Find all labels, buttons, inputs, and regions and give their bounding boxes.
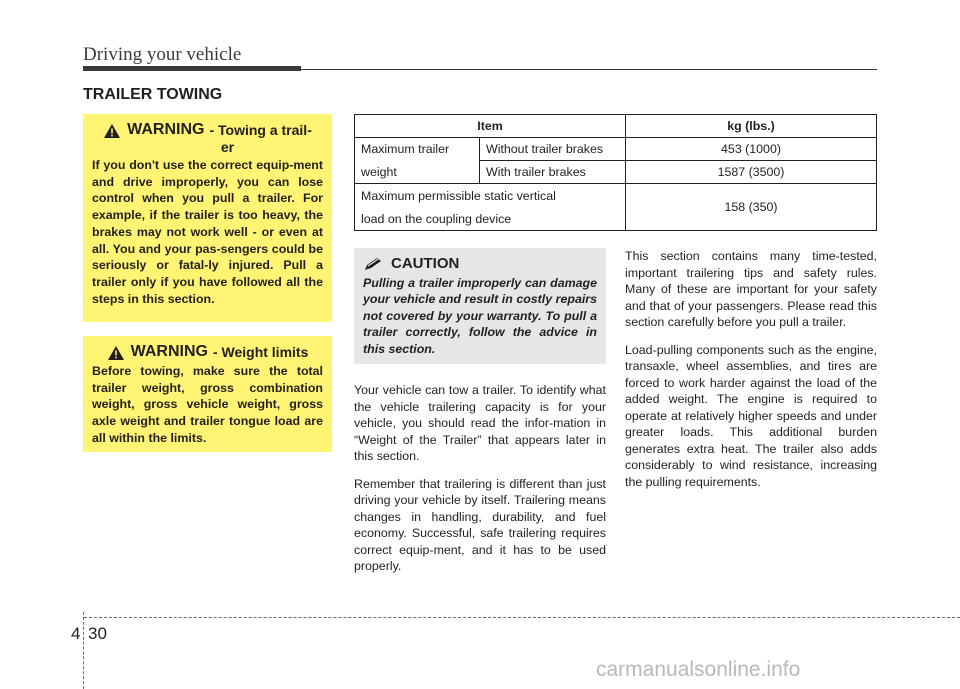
chapter-title: Driving your vehicle bbox=[83, 44, 242, 65]
table-cell: weight bbox=[355, 161, 480, 184]
table-cell: With trailer brakes bbox=[480, 161, 626, 184]
table-cell: 158 (350) bbox=[626, 184, 877, 231]
caution-box bbox=[354, 248, 606, 364]
table-cell: load on the coupling device bbox=[355, 207, 626, 231]
caution-pencil-icon bbox=[363, 257, 385, 271]
warning-box-towing bbox=[83, 114, 332, 322]
footer-divider-vertical bbox=[83, 612, 85, 689]
table-cell: Without trailer brakes bbox=[480, 138, 626, 161]
warning-body: Before towing, make sure the total trailer weight, gross combination weight, gross vehicle weight, gross axle weight and trailer tongue load are all within the limits. bbox=[92, 364, 323, 445]
warning-box-weight-limits bbox=[83, 336, 332, 452]
warning-label: WARNING bbox=[127, 121, 205, 138]
table-cell: Maximum trailer bbox=[355, 138, 480, 161]
header-rule-thick bbox=[83, 66, 301, 71]
middle-column-text bbox=[354, 382, 606, 586]
footer-divider-horizontal bbox=[84, 617, 960, 618]
caution-heading bbox=[363, 255, 597, 272]
right-column-text bbox=[625, 248, 877, 501]
section-title: TRAILER TOWING bbox=[83, 86, 223, 103]
caution-label: CAUTION bbox=[391, 255, 460, 272]
table-cell: 1587 (3500) bbox=[626, 161, 877, 184]
table-header-item: Item bbox=[355, 115, 626, 138]
paragraph: Your vehicle can tow a trailer. To identify what the vehicle trailering capacity is for your vehicle, you should read the infor-mation in “Weight of the Trailer” that appears later in this section. bbox=[354, 383, 606, 463]
table-cell: Maximum permissible static vertical bbox=[355, 184, 626, 208]
warning-triangle-icon bbox=[107, 345, 125, 361]
table-header-row bbox=[355, 115, 877, 138]
paragraph: Remember that trailering is different than just driving your vehicle by itself. Trailering means changes in handling, durability, and fuel economy. Successful, safe trailering requires correct equip-ment, and it has to be used properly. bbox=[354, 476, 606, 573]
warning-triangle-icon bbox=[103, 123, 121, 139]
chapter-number: 4 bbox=[71, 624, 81, 643]
warning-heading bbox=[92, 344, 323, 361]
warning-body: If you don't use the correct equip-ment and drive improperly, you can lose control when you pull a trailer. For example, if the trailer is too heavy, the brakes may not work well - or even at all. You and your pas-sengers could be seriously or fatal-ly injured. Pull a trailer only if you have followed all the steps in this section. bbox=[92, 158, 323, 306]
page-number: 30 bbox=[88, 624, 107, 643]
table-row bbox=[355, 161, 877, 184]
table-header-unit: kg (lbs.) bbox=[626, 115, 877, 138]
warning-heading bbox=[92, 122, 323, 155]
warning-subtitle: - Towing a trail- bbox=[209, 122, 312, 138]
paragraph: Load-pulling components such as the engine, transaxle, wheel assemblies, and tires are forced to work harder against the load of the added weight. The engine is required to operate at relatively higher speeds and under greater loads. This additional burden generates extra heat. The trailer also adds considerably to wind resistance, increasing the pulling requirements. bbox=[625, 342, 877, 489]
table-cell: 453 (1000) bbox=[626, 138, 877, 161]
warning-subtitle: - Weight limits bbox=[212, 344, 309, 360]
header-rule-thin bbox=[301, 69, 877, 70]
table-row bbox=[355, 138, 877, 161]
table-row bbox=[355, 184, 877, 208]
trailer-weight-table bbox=[354, 114, 877, 231]
warning-subtitle-cont: er bbox=[220, 139, 235, 155]
caution-body: Pulling a trailer improperly can damage your vehicle and result in costly repairs not covered by your warranty. To pull a trailer correctly, follow the advice in this section. bbox=[363, 276, 597, 356]
watermark-text: carmanualsonline.info bbox=[596, 658, 801, 681]
paragraph: This section contains many time-tested, important trailering tips and safety rules. Many of these are important for your safety and that of your passengers. Please read this section carefully before you pull a trailer. bbox=[625, 249, 877, 329]
warning-label: WARNING bbox=[130, 343, 208, 360]
